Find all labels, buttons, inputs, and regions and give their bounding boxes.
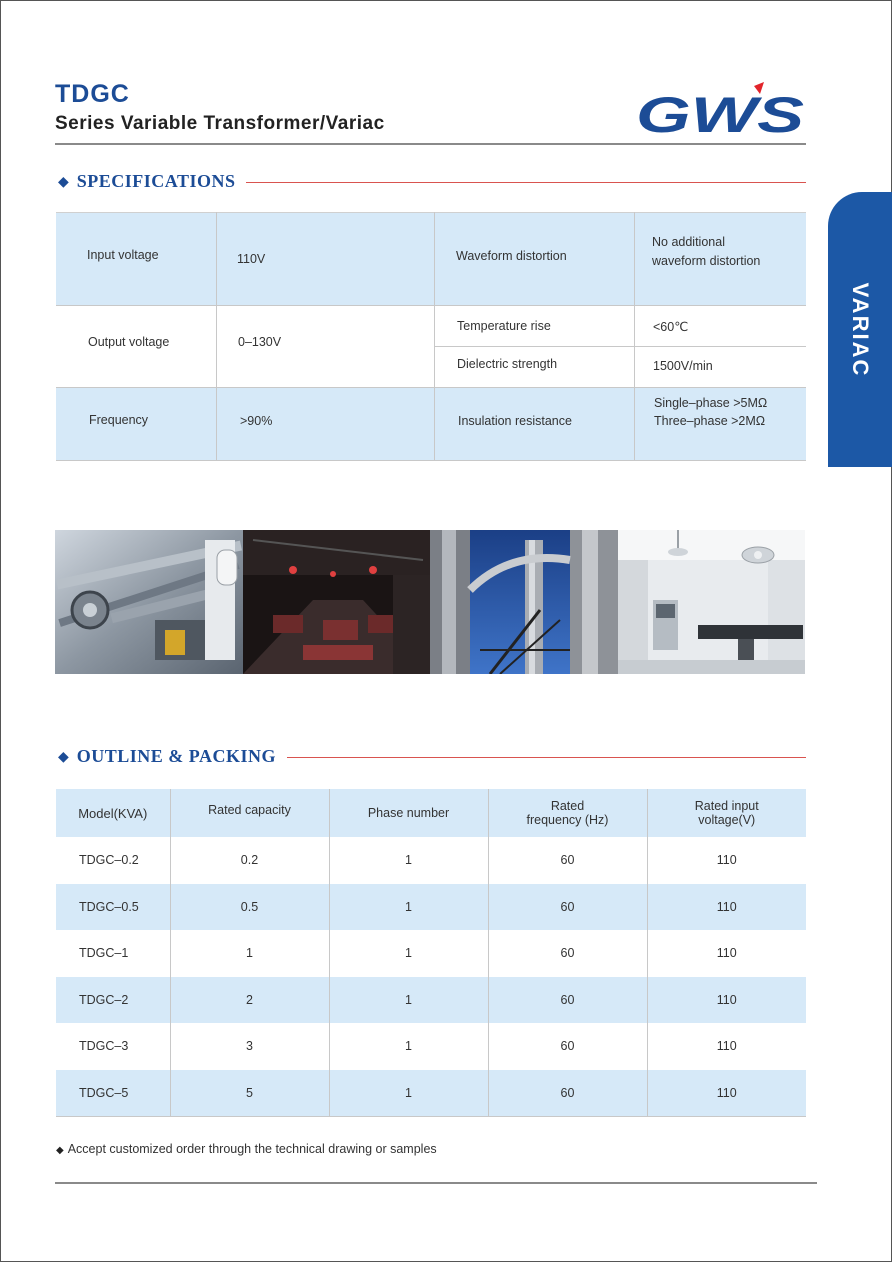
footer-divider — [55, 1182, 817, 1184]
diamond-bullet-icon: ◆ — [56, 1145, 64, 1156]
column-header-input-voltage: Rated input voltage(V) — [694, 799, 759, 827]
spec-input-voltage-value: 110V — [237, 251, 266, 266]
specifications-heading-rule — [246, 182, 806, 183]
cell-input-voltage: 110 — [716, 1085, 737, 1100]
cell-model: TDGC–2 — [56, 977, 170, 1024]
footnote-text: Accept customized order through the technical drawing or samples — [67, 1142, 437, 1156]
spec-output-voltage-label: Output voltage — [88, 335, 170, 349]
spec-insulation-value — [654, 375, 767, 449]
category-tab — [828, 192, 892, 467]
cell-frequency: 60 — [488, 884, 647, 931]
table-row — [56, 930, 806, 977]
column-header-phase: Phase number — [329, 789, 488, 837]
footnote — [56, 1142, 437, 1156]
cell-capacity: 0.5 — [170, 884, 329, 931]
diamond-bullet-icon: ◆ — [58, 748, 69, 764]
cell-phase: 1 — [329, 884, 488, 931]
gws-logo — [636, 80, 808, 138]
cell-frequency: 60 — [488, 837, 647, 884]
cell-capacity: 3 — [170, 1023, 329, 1070]
application-photo-strip — [55, 530, 805, 674]
outline-heading-rule — [287, 757, 806, 758]
cell-model: TDGC–0.5 — [56, 884, 170, 931]
spec-input-voltage-label: Input voltage — [87, 247, 159, 262]
cell-phase: 1 — [329, 930, 488, 977]
spec-waveform-label: Waveform distortion — [456, 248, 567, 263]
cell-model: TDGC–5 — [56, 1070, 170, 1117]
spec-dielectric-value: 1500V/min — [653, 358, 713, 373]
photo-medical-room — [618, 530, 806, 674]
cell-capacity: 2 — [170, 977, 329, 1024]
spec-border — [634, 212, 635, 461]
cell-phase: 1 — [329, 977, 488, 1024]
photo-industrial-machinery — [55, 530, 243, 674]
spec-output-voltage-value: 0–130V — [238, 335, 282, 349]
cell-model: TDGC–0.2 — [56, 837, 170, 884]
cell-input-voltage: 110 — [716, 899, 737, 914]
outline-heading-label: OUTLINE & PACKING — [76, 746, 276, 766]
cell-input-voltage: 110 — [716, 992, 737, 1007]
header-divider — [55, 143, 806, 145]
outline-heading — [58, 746, 276, 767]
specifications-heading — [58, 171, 235, 192]
spec-waveform-value-line1: No additional — [652, 234, 725, 249]
cell-phase: 1 — [329, 1070, 488, 1117]
cell-frequency: 60 — [488, 977, 647, 1024]
page-title: TDGC — [55, 80, 130, 108]
diamond-bullet-icon: ◆ — [58, 173, 69, 189]
spec-border — [216, 212, 217, 461]
spec-waveform-value — [652, 205, 760, 298]
column-header-capacity: Rated capacity — [170, 789, 329, 837]
outline-packing-table — [56, 789, 806, 1117]
spec-insulation-value-line1: Single–phase >5MΩ — [654, 396, 768, 410]
cell-capacity: 1 — [170, 930, 329, 977]
spec-dielectric-label: Dielectric strength — [457, 356, 558, 371]
table-row — [56, 977, 806, 1024]
cell-input-voltage: 110 — [716, 946, 737, 961]
spec-waveform-value-line2: waveform distortion — [652, 253, 761, 268]
table-row — [56, 1070, 806, 1117]
cell-capacity: 5 — [170, 1070, 329, 1117]
specifications-table — [56, 212, 806, 461]
logo-text: GWS — [636, 87, 804, 138]
photo-stage-lighting — [243, 530, 431, 674]
table-header-row — [56, 789, 806, 837]
cell-frequency: 60 — [488, 1023, 647, 1070]
cell-phase: 1 — [329, 837, 488, 884]
spec-border — [434, 212, 435, 461]
column-header-frequency: Rated frequency (Hz) — [488, 789, 647, 837]
spec-temperature-value: <60℃ — [653, 320, 689, 334]
cell-model: TDGC–1 — [56, 930, 170, 977]
cell-input-voltage: 110 — [716, 1039, 737, 1054]
spec-temperature-label: Temperature rise — [457, 318, 551, 333]
cell-model: TDGC–3 — [56, 1023, 170, 1070]
spec-insulation-label: Insulation resistance — [458, 414, 572, 428]
cell-input-voltage: 110 — [716, 853, 737, 868]
page-subtitle: Series Variable Transformer/Variac — [55, 113, 385, 134]
column-header-model: Model(KVA) — [56, 789, 170, 837]
specifications-heading-label: SPECIFICATIONS — [76, 171, 236, 191]
spec-frequency-value: >90% — [240, 414, 273, 428]
table-row — [56, 837, 806, 884]
cell-frequency: 60 — [488, 1070, 647, 1117]
table-row — [56, 884, 806, 931]
spec-insulation-value-line2: Three–phase >2MΩ — [654, 414, 766, 428]
cell-capacity: 0.2 — [170, 837, 329, 884]
spec-border — [56, 460, 806, 461]
cell-phase: 1 — [329, 1023, 488, 1070]
table-row — [56, 1023, 806, 1070]
photo-industrial-pipes — [430, 530, 618, 674]
category-tab-label: VARIAC — [848, 282, 873, 377]
cell-frequency: 60 — [488, 930, 647, 977]
spec-frequency-label: Frequency — [89, 413, 149, 427]
